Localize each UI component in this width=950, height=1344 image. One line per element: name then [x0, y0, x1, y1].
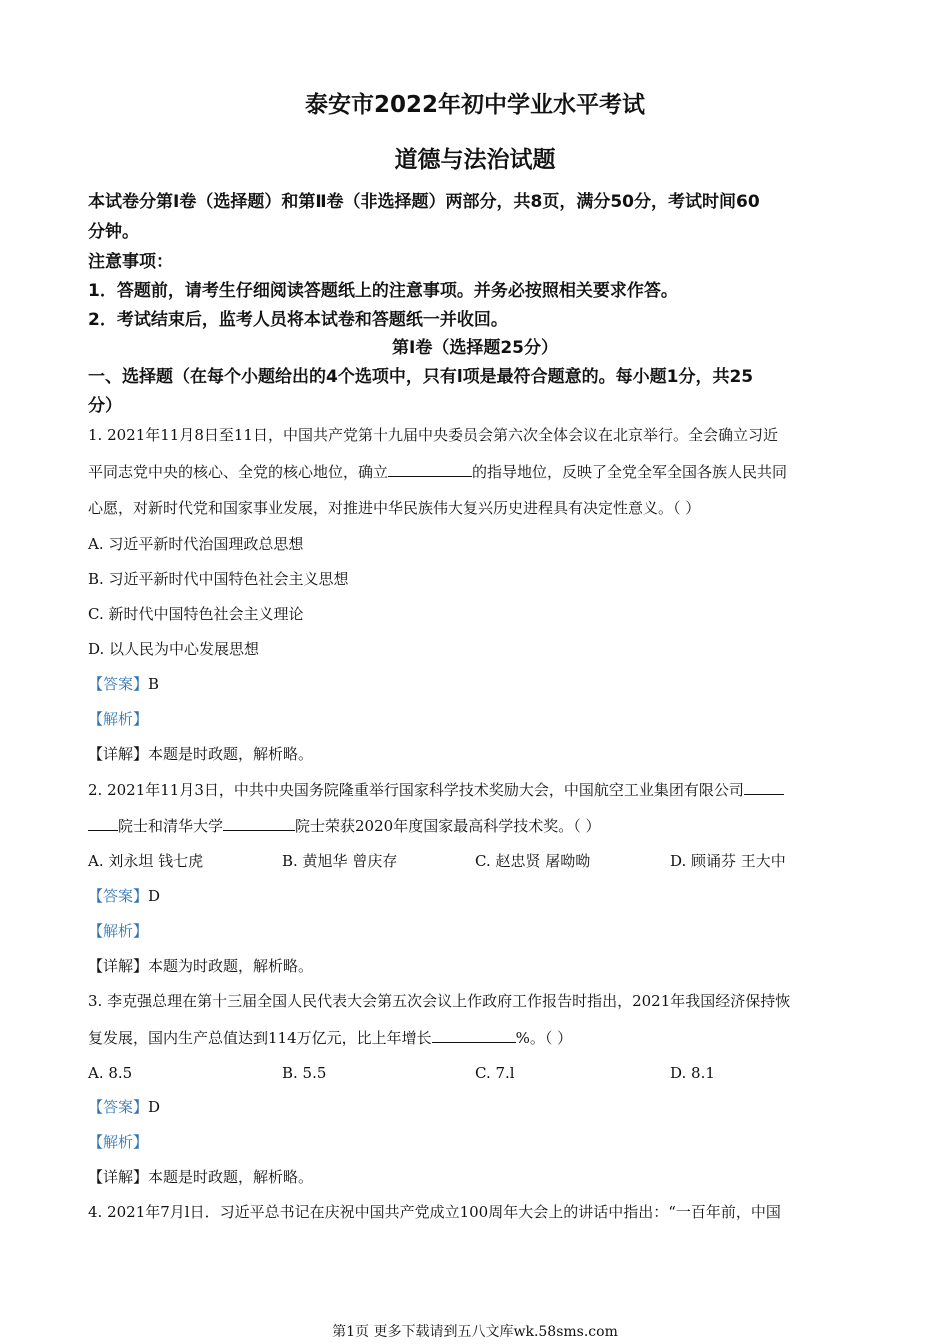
q3-stem-line-2: [88, 1026, 868, 1049]
q3-stem-part-b: %。（ ）: [515, 1029, 573, 1047]
page-footer: 第1页 更多下载请到五八文库wk.58sms.com: [332, 1324, 618, 1340]
q2-analysis: [88, 920, 868, 942]
q1-detail-text: 本题是时政题，解析略。: [148, 745, 314, 763]
q1-answer-label: 【答案】: [88, 675, 149, 693]
q3-detail: [88, 1166, 868, 1188]
q2-stem-line-1: [88, 778, 868, 801]
q3-blank: [432, 1026, 516, 1043]
q3-analysis-label: 【解析】: [88, 1133, 149, 1151]
q4-stem-line-1: 4. 2021年7月l日．习近平总书记在庆祝中国共产党成立100周年大会上的讲话中指出：“一百年前，中国: [88, 1203, 781, 1221]
q1-stem-part-a: 平同志党中央的核心、全党的核心地位，确立: [88, 463, 389, 481]
q1-stem-line-2: [88, 460, 868, 483]
q2-blank-1a: [744, 778, 784, 795]
q3-option-b: B. 5.5: [282, 1064, 327, 1082]
q3-answer-label: 【答案】: [88, 1098, 149, 1116]
section-heading: 第Ⅰ卷（选择题25分）: [392, 338, 558, 358]
q2-detail-label: 【详解】: [88, 957, 149, 975]
q3-detail-text: 本题是时政题，解析略。: [148, 1168, 314, 1186]
q3-option-a: A. 8.5: [88, 1064, 133, 1082]
exam-subtitle: 道德与法治试题: [394, 147, 556, 173]
q2-stem-part-b: 院士荣获2020年度国家最高科学技术奖。（ ）: [295, 817, 601, 835]
exam-title: 泰安市2022年初中学业水平考试: [304, 92, 645, 118]
q2-answer-label: 【答案】: [88, 887, 149, 905]
q3-option-c: C. 7.l: [475, 1064, 515, 1082]
notice-item-1: 1．答题前，请考生仔细阅读答题纸上的注意事项。并务必按照相关要求作答。: [88, 281, 678, 301]
q3-answer: [88, 1096, 868, 1118]
q2-blank-2: [223, 814, 295, 831]
q2-option-c: C. 赵忠贤 屠呦呦: [475, 852, 591, 870]
q1-blank: [388, 460, 472, 477]
q1-option-c: C. 新时代中国特色社会主义理论: [88, 605, 304, 623]
q3-answer-value: D: [148, 1098, 161, 1116]
q2-answer: [88, 885, 868, 907]
q2-option-b: B. 黄旭华 曾庆存: [282, 852, 398, 870]
q3-stem-line-1: 3. 李克强总理在第十三届全国人民代表大会第五次会议上作政府工作报告时指出，2021年我国经济保持恢: [88, 992, 791, 1010]
q3-stem-part-a: 复发展，国内生产总值达到114万亿元，比上年增长: [88, 1029, 432, 1047]
q2-blank-1b: [88, 814, 118, 831]
q1-option-a: A. 习近平新时代治国理政总思想: [88, 535, 304, 553]
q3-option-d: D. 8.1: [670, 1064, 715, 1082]
intro-line-1: 本试卷分第Ⅰ卷（选择题）和第Ⅱ卷（非选择题）两部分，共8页，满分50分，考试时间60: [88, 192, 760, 212]
q2-option-a: A. 刘永坦 钱七虎: [88, 852, 204, 870]
notice-heading: 注意事项：: [88, 252, 173, 272]
q1-analysis-label: 【解析】: [88, 710, 149, 728]
q1-stem-line-1: 1. 2021年11月8日至11日，中国共产党第十九届中央委员会第六次全体会议在北京举行。全会确立习近: [88, 426, 778, 444]
part-heading-line-1: 一、选择题（在每个小题给出的4个选项中，只有l项是最符合题意的。每小题1分，共25: [88, 367, 754, 387]
notice-item-2: 2．考试结束后，监考人员将本试卷和答题纸一并收回。: [88, 310, 508, 330]
q2-detail: [88, 955, 868, 977]
q1-answer-value: B: [148, 675, 160, 693]
q3-detail-label: 【详解】: [88, 1168, 149, 1186]
q1-option-b: B. 习近平新时代中国特色社会主义思想: [88, 570, 349, 588]
q1-stem-part-b: 的指导地位，反映了全党全军全国各族人民共同: [472, 463, 788, 481]
q2-option-d: D. 顾诵芬 王大中: [670, 852, 786, 870]
q1-stem-line-3: 心愿，对新时代党和国家事业发展，对推进中华民族伟大复兴历史进程具有决定性意义。（ ）: [88, 499, 701, 517]
q2-stem-text: 2. 2021年11月3日，中共中央国务院隆重举行国家科学技术奖励大会，中国航空工业集团有限公司: [88, 781, 744, 799]
q1-detail-label: 【详解】: [88, 745, 149, 763]
q1-option-d: D. 以人民为中心发展思想: [88, 640, 260, 658]
q1-answer: [88, 673, 868, 695]
q2-stem-line-2: [88, 814, 868, 837]
q3-analysis: [88, 1131, 868, 1153]
q2-analysis-label: 【解析】: [88, 922, 149, 940]
q1-detail: [88, 743, 868, 765]
q2-answer-value: D: [148, 887, 161, 905]
q2-stem-part-a: 院士和清华大学: [118, 817, 224, 835]
q2-detail-text: 本题为时政题，解析略。: [148, 957, 314, 975]
intro-line-2: 分钟。: [88, 222, 139, 242]
q1-analysis: [88, 708, 868, 730]
part-heading-line-2: 分）: [88, 396, 122, 416]
